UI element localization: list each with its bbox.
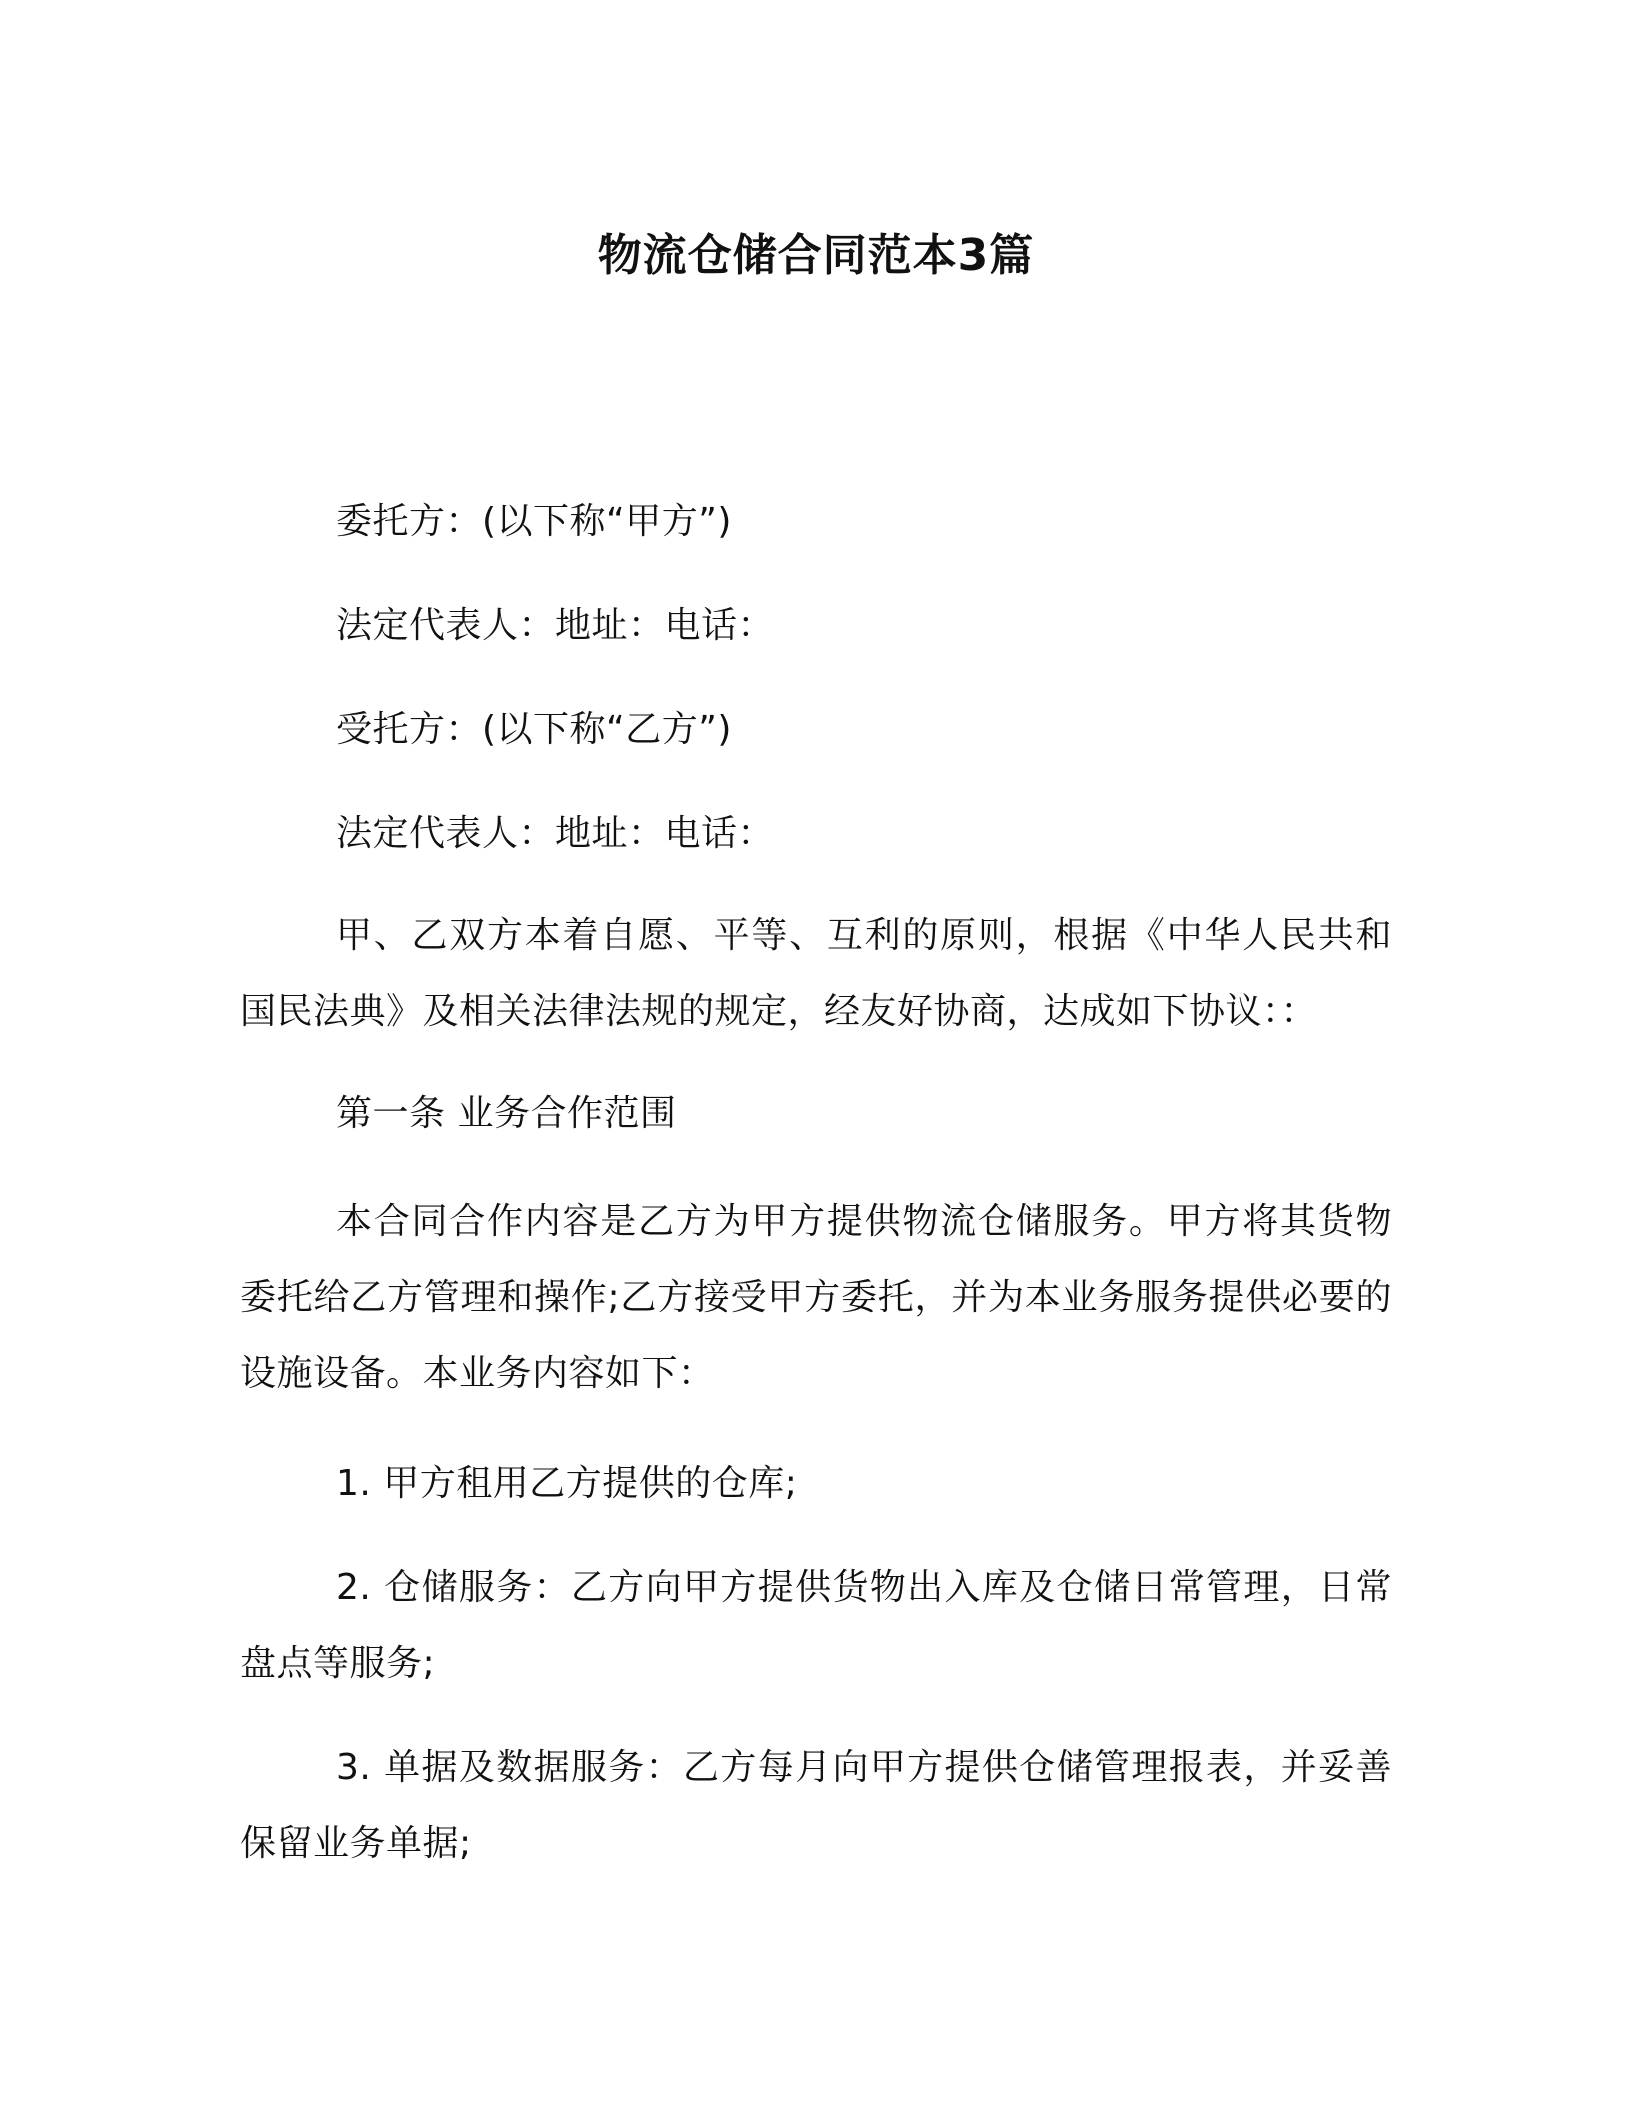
list-item-2: 2. 仓储服务：乙方向甲方提供货物出入库及仓储日常管理，日常盘点等服务;: [240, 1567, 1392, 1684]
contractor-representative-line: 法定代表人：地址：电话：: [336, 813, 775, 854]
contractor-party-line: 受托方：(以下称“乙方”): [336, 709, 732, 750]
client-representative-line: 法定代表人：地址：电话：: [336, 605, 775, 646]
document-title: 物流仓储合同范本3篇: [597, 230, 1035, 281]
list-item-1: 1. 甲方租用乙方提供的仓库;: [336, 1463, 798, 1504]
client-party-line: 委托方：(以下称“甲方”): [336, 501, 732, 542]
article-one-heading: 第一条 业务合作范围: [336, 1093, 677, 1134]
preamble-paragraph: 甲、乙双方本着自愿、平等、互利的原则，根据《中华人民共和国民法典》及相关法律法规的规定，经友好协商，达成如下协议：：: [240, 915, 1392, 1032]
article-one-body: 本合同合作内容是乙方为甲方提供物流仓储服务。甲方将其货物委托给乙方管理和操作;乙方接受甲方委托，并为本业务服务提供必要的设施设备。本业务内容如下：: [240, 1201, 1392, 1394]
list-item-3: 3. 单据及数据服务：乙方每月向甲方提供仓储管理报表，并妥善保留业务单据;: [240, 1747, 1392, 1864]
